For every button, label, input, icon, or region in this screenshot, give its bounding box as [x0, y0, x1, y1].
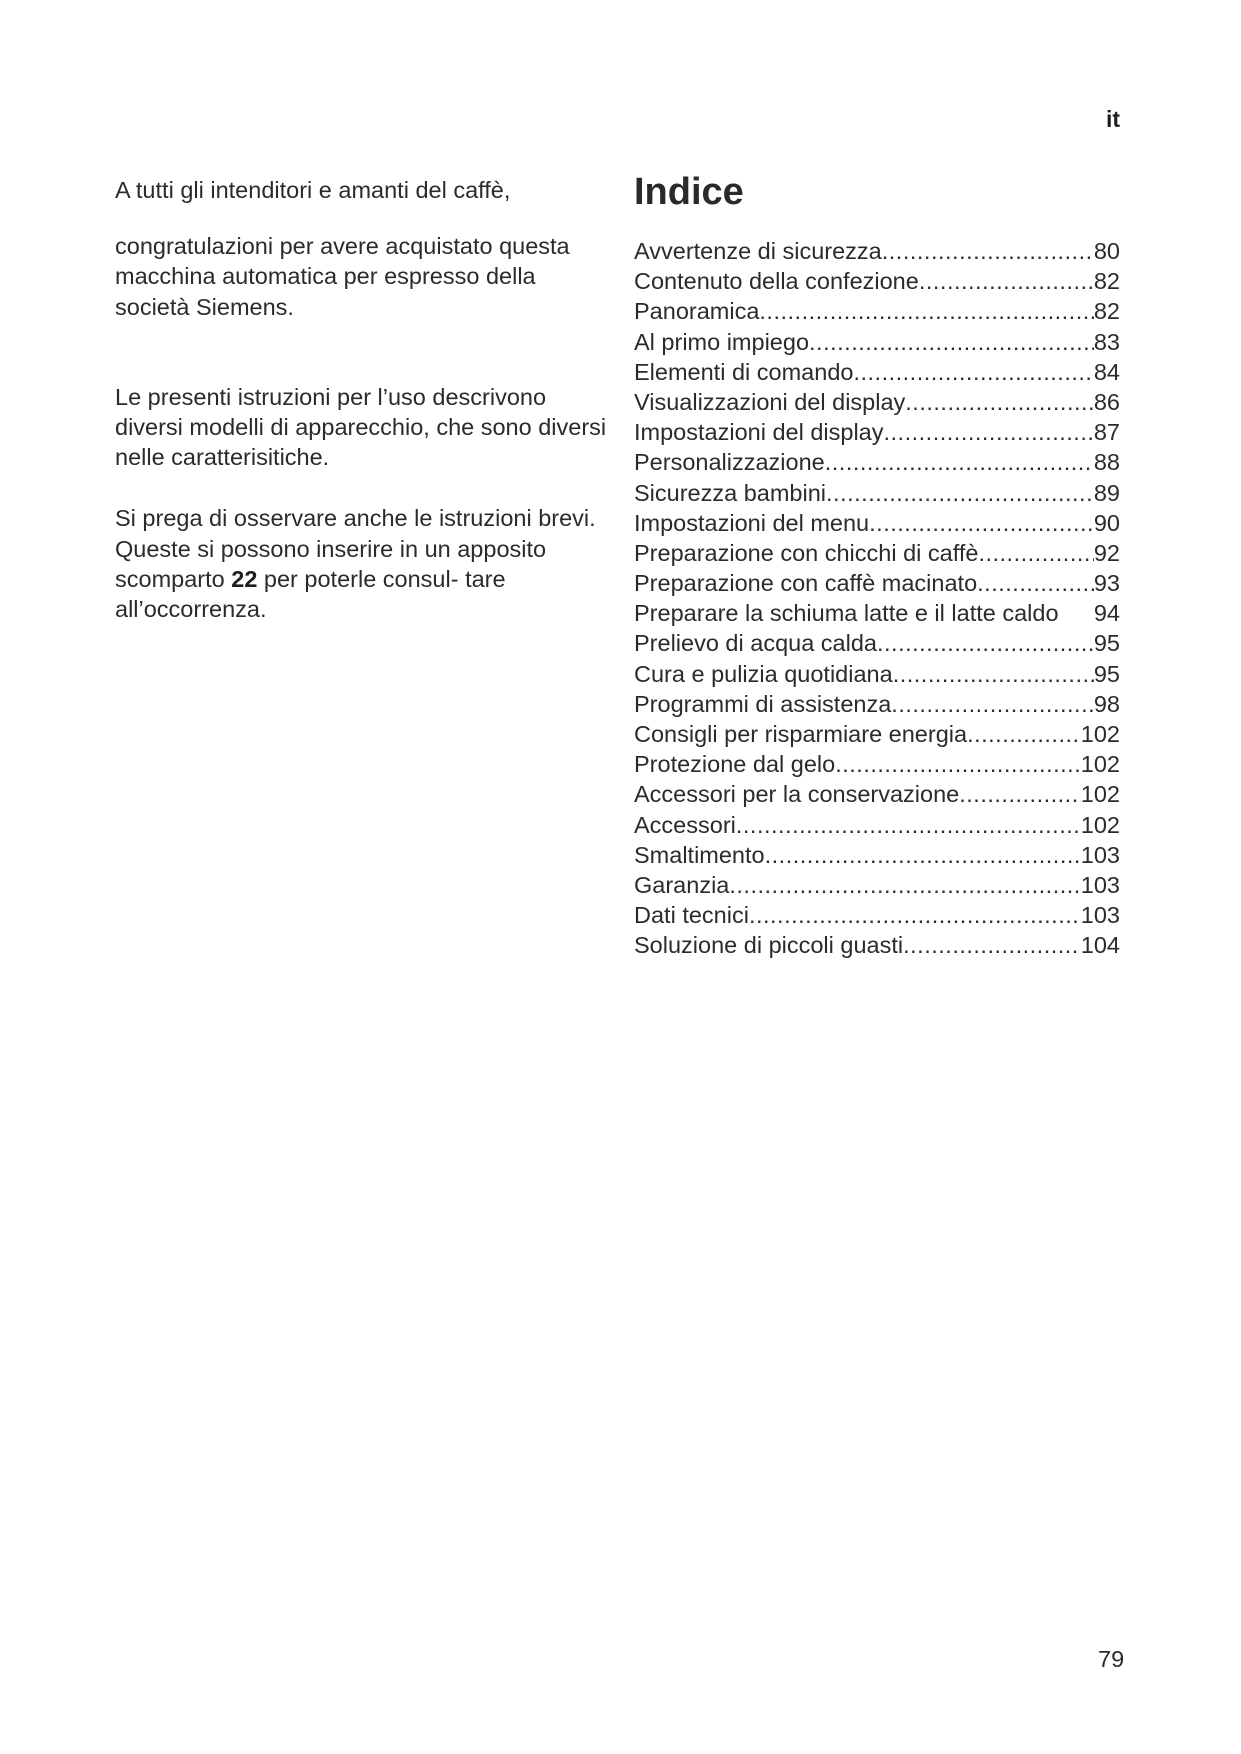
- toc-leader-dots: [853, 357, 1093, 387]
- toc-leader-dots: [959, 779, 1081, 809]
- toc-entry-title: Prelievo di acqua calda: [634, 630, 877, 657]
- toc-entry-page: 89: [1093, 479, 1120, 506]
- toc-entry-title: Consigli per risparmiare energia: [634, 721, 968, 747]
- toc-entry-page: 95: [1093, 630, 1120, 657]
- toc-entry[interactable]: [634, 779, 1120, 809]
- toc-entry-title: Elementi di comando: [634, 358, 854, 385]
- toc-entry-title: Visualizzazioni del display: [634, 388, 906, 415]
- toc-entry[interactable]: [634, 387, 1120, 417]
- intro-paragraph-text-end: per poterle consul- tare all’occorrenza.: [115, 565, 506, 623]
- toc-leader-dots: [749, 900, 1081, 930]
- toc-entry-title: Personalizzazione: [634, 449, 825, 476]
- toc-entry-title: Smaltimento: [634, 841, 765, 868]
- toc-entry-title: Protezione dal gelo: [634, 751, 836, 778]
- toc-entry[interactable]: [634, 930, 1120, 960]
- toc-entry-page: 98: [1093, 690, 1120, 717]
- toc-entry[interactable]: [634, 538, 1120, 568]
- toc-entry-title: Soluzione di piccoli guasti: [634, 932, 904, 959]
- toc-entry[interactable]: [634, 900, 1120, 930]
- toc-entry-title: Garanzia: [634, 871, 730, 898]
- toc-entry-page: 102: [1080, 751, 1120, 778]
- toc-leader-dots: [967, 719, 1081, 749]
- toc-leader-dots: [903, 930, 1081, 960]
- toc-entry[interactable]: [634, 417, 1120, 447]
- toc-entry-page: 86: [1093, 388, 1120, 415]
- toc-entry[interactable]: [634, 719, 1120, 749]
- toc-entry[interactable]: [634, 689, 1120, 719]
- toc-leader-dots: [877, 628, 1094, 658]
- toc-entry-title: Preparazione con chicchi di caffè: [634, 539, 979, 566]
- toc-entry[interactable]: [634, 659, 1120, 689]
- toc-entry[interactable]: [634, 749, 1120, 779]
- toc-leader-dots: [905, 387, 1094, 417]
- toc-entry-page: 90: [1093, 509, 1120, 536]
- toc-entry-page: 83: [1093, 328, 1120, 355]
- toc-entry-page: 92: [1093, 539, 1120, 566]
- toc-entry[interactable]: [634, 327, 1120, 357]
- toc-leader-dots: [882, 236, 1094, 266]
- toc-entry-title: Panoramica: [634, 298, 760, 325]
- toc-leader-dots: [826, 478, 1094, 508]
- toc-entry-title: Sicurezza bambini: [634, 479, 827, 506]
- toc-entry[interactable]: [634, 266, 1120, 296]
- toc-entry[interactable]: [634, 236, 1120, 266]
- toc-leader-dots: [825, 447, 1094, 477]
- toc-entry[interactable]: [634, 296, 1120, 326]
- toc-entry-title: Preparazione con caffè macinato: [634, 570, 978, 597]
- toc-entry-page: 94: [1093, 600, 1120, 627]
- toc-entry-page: 102: [1080, 721, 1120, 747]
- intro-paragraph-short-instructions: [115, 503, 613, 624]
- compartment-number: 22: [231, 565, 258, 592]
- toc-leader-dots: [765, 840, 1081, 870]
- toc-entry-page: 104: [1080, 932, 1120, 959]
- intro-paragraph-models: Le presenti istruzioni per l’uso descrivono diversi modelli di apparecchio, che sono diversi nelle caratterisitiche.: [115, 383, 607, 471]
- toc-entry-title: Accessori per la conservazione: [634, 781, 960, 808]
- toc-title: Indice: [634, 171, 744, 213]
- toc-leader-dots: [884, 417, 1094, 447]
- toc-entry[interactable]: [634, 508, 1120, 538]
- toc-entry-page: 82: [1093, 268, 1120, 295]
- toc-entry-page: 84: [1093, 358, 1120, 385]
- toc-entry-page: 93: [1093, 570, 1120, 597]
- toc-entry[interactable]: [634, 568, 1120, 598]
- toc-leader-dots: [759, 296, 1093, 326]
- toc-leader-dots: [835, 749, 1081, 779]
- toc-entry-page: 102: [1080, 811, 1120, 838]
- toc-entry-title: Impostazioni del display: [634, 419, 884, 446]
- toc-entry-page: 103: [1080, 902, 1120, 929]
- page-number: 79: [1098, 1646, 1125, 1672]
- toc-entry-title: Dati tecnici: [634, 902, 749, 929]
- toc-entry-page: 102: [1080, 781, 1120, 808]
- table-of-contents: [634, 236, 1120, 961]
- toc-leader-dots: [736, 810, 1081, 840]
- toc-entry-page: 82: [1093, 298, 1120, 325]
- toc-leader-dots: [978, 538, 1093, 568]
- toc-entry-title: Preparare la schiuma latte e il latte caldo: [634, 600, 1059, 627]
- toc-entry[interactable]: [634, 870, 1120, 900]
- toc-entry-title: Avvertenze di sicurezza: [634, 238, 882, 264]
- toc-entry[interactable]: [634, 447, 1120, 477]
- toc-entry-page: 88: [1093, 449, 1120, 476]
- toc-entry-title: Programmi di assistenza: [634, 690, 892, 717]
- intro-paragraph-text-start: Si prega di osservare anche le istruzioni brevi. Queste si possono inserire in un apposito scomparto: [115, 505, 596, 592]
- intro-greeting: A tutti gli intenditori e amanti del caffè,: [115, 177, 511, 203]
- toc-entry[interactable]: [634, 478, 1120, 508]
- toc-leader-dots: [893, 659, 1094, 689]
- toc-entry[interactable]: [634, 598, 1120, 628]
- toc-entry-page: 103: [1080, 841, 1120, 868]
- intro-paragraph-congratulations: congratulazioni per avere acquistato questa macchina automatica per espresso della società Siemens.: [115, 233, 570, 320]
- toc-leader-dots: [919, 266, 1094, 296]
- intro-column: [115, 175, 613, 624]
- toc-entry[interactable]: [634, 357, 1120, 387]
- toc-entry-title: Impostazioni del menu: [634, 509, 870, 536]
- toc-leader-dots: [809, 327, 1094, 357]
- toc-leader-dots: [869, 508, 1094, 538]
- toc-entry-page: 87: [1093, 419, 1120, 446]
- toc-entry-title: Accessori: [634, 811, 736, 838]
- toc-entry-title: Cura e pulizia quotidiana: [634, 660, 893, 687]
- toc-entry[interactable]: [634, 810, 1120, 840]
- toc-entry-page: 80: [1093, 238, 1120, 264]
- toc-entry-title: Al primo impiego: [634, 328, 810, 355]
- toc-leader-dots: [729, 870, 1080, 900]
- toc-leader-dots: [977, 568, 1094, 598]
- toc-entry-page: 103: [1080, 871, 1120, 898]
- toc-entry[interactable]: [634, 628, 1120, 658]
- toc-entry-page: 95: [1093, 660, 1120, 687]
- toc-entry[interactable]: [634, 840, 1120, 870]
- language-tag: it: [1106, 106, 1121, 132]
- toc-leader-dots: [891, 689, 1094, 719]
- toc-entry-title: Contenuto della confezione: [634, 268, 919, 295]
